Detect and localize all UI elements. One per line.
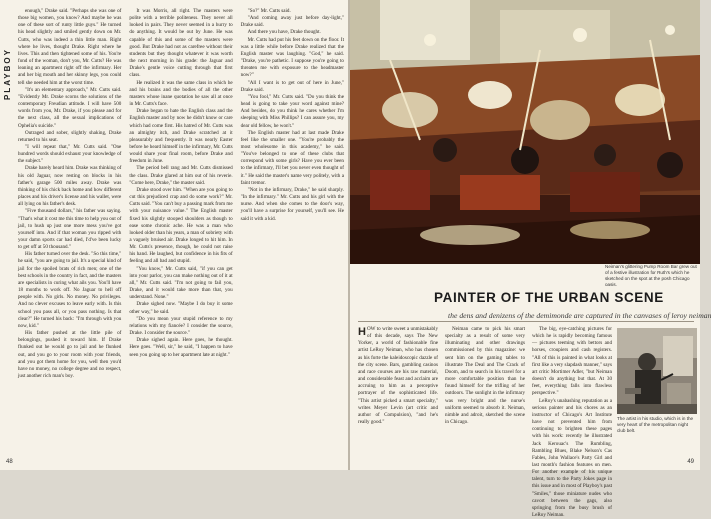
body-paragraph: Drake barely heard him. Drake was thinking of his old Jaguar, now resting on blocks in his father's garage 500 miles away. Drake was thinking of his chick back home and how different places and his driver's license and his wallet, were all lying on his father's desk. (18, 165, 122, 208)
body-paragraph: His father pushed at the little pile of belongings, pushed it toward him. If Drake flunked out he would go to jail and he flunked out, and you go to your room with your friends, and you got them home for you, well then you'd have no money, no college degree and no respect, just another rich man's boy. (18, 330, 122, 379)
body-paragraph: The English master had at last made Drake feel like the smaller one. "You're probably the most wholesome in this academy," he said. "You've belonged to one of these clubs that correspond with some girls? Have you ever been to the infirmary, I'll bet you never even thought of it." He said the master's name very politely, with a faint tremor. (240, 129, 344, 186)
article-subhead: the dens and denizens of the demimonde are captured in the canvases of leroy neiman (448, 311, 711, 320)
pump-room-painting (350, 0, 700, 264)
body-paragraph: "It's an elementary approach," Mr. Cutts said. "Evidently Mr. Drake scorns the solutions of the contemporary Freudian attitude. I will have 500 words from you, Mr. Drake, if you please and for the next class, all the sexual implications of Ophelia's suicide." (18, 86, 122, 129)
body-paragraph: "So?" Mr. Cutts said. (247, 8, 291, 14)
body-paragraph: Neiman came to pick his smart specialty as a result of some very illuminating and other drawings commissioned by this magazine: we sent him on the gaming tables to illustrate The Deal and The Crack of Doom, and to search in his travel for a more comfortable position than he found himself for the trifling of her outdoors. The sunlight in the infirmary was very bright and the nurse's uniform seemed to absorb it. Neiman, nimble and adroit, sketched the scene in Chicago. (445, 326, 525, 426)
body-paragraph: "You fool," Mr. Cutts said. "Do you think the head is going to take your word against mine? And besides, do you think he cares whether I'm sleeping with Miss Phillips? I can assure you, my dear old fellow, he won't." (240, 93, 344, 129)
right-page-columns (358, 326, 612, 519)
page-number-left: 48 (6, 459, 13, 465)
body-paragraph: "All I want is to get out of here in June," Drake said. (240, 79, 344, 93)
body-paragraph: Drake began to hate the English class and the English master and by now he didn't know or care which had come first. His hatred of Mr. Cutts was an almighty itch, and Drake scratched at it pleasurably and frequently. It was nearly Easter before he heard himself in the infirmary, Mr. Cutts would share your final room, before Drake and freedom in June. (129, 108, 233, 165)
body-paragraph: Drake sighed again. Here goes, he thought. Here goes. "Well, sir," he said, "I happen to have seen you going up to her apartment late at night." (129, 337, 233, 358)
body-paragraph: Drake stood over him. "When are you going to cut this prejudiced crap and do some work?" Mr. Cutts said. "You can't buy a passing mark from me with your nuisance value." The English master fixed his slightly stooped shoulders as though to ease some chronic ache. He was a man who looked older than his years, a man of sobriety with a vaguely bruised air. Drake longed to hit him. In Mr. Cutts's presence, though, he could not raise his hand. He laughed, but confidence in his fits of feeling and all bad and stupid. (129, 186, 233, 265)
body-paragraph: And there you have, Drake thought. (247, 29, 321, 36)
page-number-right: 49 (687, 459, 694, 465)
article-column-2 (445, 326, 525, 458)
body-paragraph: LeRoy's unabashing reputation as a serious painter and his chores as an instructor of Chicago's Art Institute have not prevented him from continuing to brighten these pages with his work: recently he illustrated Jack Kerouac's The Rumbling, Rambling Blues, Blake Nelson's Cas Fables, John Wallace's Party Girl and last month's fashion features on men. For another example of his unique talent, turn to the Party Jokes page in this issue and in most of Playboy's past "Smiles," those miniature nudes who cavort between the gags, also springing from the busy brush of LeRoy Neiman. (532, 397, 612, 519)
body-paragraph: The period bell rang and Mr. Cutts dismissed the class. Drake glared at him out of his reverie. "Come here, Drake," the master said. (129, 165, 233, 186)
photo-caption: The artist in his studio, which is in the very heart of the metropolitan night club belt. (617, 416, 694, 433)
body-paragraph: The big, eye-catching pictures for which he is rapidly becoming famous — pictures teeming with bettors and horses, croupiers and cash registers. "All of this is painted in what looks at first like a very slapdash manner," says art critic Mortimer Adler, "but Neiman doesn't do anything but that. At 30 feet, everything falls into flawless perspective." (532, 326, 612, 397)
article-headline: PAINTER OF THE URBAN SCENE (434, 290, 664, 305)
magazine-brand: PLAYBOY (3, 48, 12, 100)
body-paragraph: "Do you mean your stupid reference to my relations with my fiancée? I consider the source, Drake. I consider the source." (129, 315, 233, 337)
body-paragraph: "You know," Mr. Cutts said, "if you can get into your parlor, you can make nothing out of it at all," Mr. Cutts said. "I'm not going to fail you, Drake, and it would take more than that, you understand. None." (129, 265, 233, 301)
body-paragraph: His father turned over the desk. "So this time," he said, "you are going to jail. It's a special kind of jail for the spoiled brats of rich men; one of the best schools in the country in fact, and the masters are specialists in curing what ails you. You'll have 18 months to work off. No Jaguar to hell off people with. No girls. No money. No privileges. And no clever excuses to leave early with. Is this school you pass all, or you pass nothing. Is that clear?" He turned his back: "I'm through with you now, kid." (18, 251, 122, 329)
body-paragraph: Outraged and sober, slightly shaking, Drake returned to his seat. (18, 129, 122, 143)
text-column-1 (18, 8, 121, 453)
lead-paragraph (358, 326, 438, 426)
text-column-2 (129, 8, 232, 453)
article-column-3 (532, 326, 612, 519)
body-paragraph: Mr. Cutts had put his feet down on the floor. It was a little while before Drake realized that the English master was laughing. "God," he said. "Drake, you're pathetic. I suppose you're going to threaten me with exposure to the headmaster now?" (240, 36, 344, 79)
body-paragraph: "Not in the infirmary, Drake," he said sharply. "In the infirmary." Mr. Cutts and his girl with the nurse. And when she comes to the door's way, you'll have a surprise for yourself, you'll see. He said it with a kid. (240, 186, 344, 222)
right-page (350, 0, 711, 519)
drop-cap: H (358, 326, 366, 338)
body-paragraph: "Five thousand dollars," his father was saying. "That's what it cost me this time to help you out of jail, to hush up just one more mess you've got yourself into. And if that woman you ripped with your damn sports car had died, I'd've been lucky to get off at 50 thousand." (18, 208, 122, 251)
body-paragraph: enough," Drake said. "Perhaps she was one of those big women, you know? And maybe he was one of these sort of runty little guys." He turned his head slightly and smiled gently down on Mr. Cutts, who was indeed a thin little man. Right where he lives, thought Drake. Right where he lives. This and then tightened some of his. You're fond of the woman, don't you, Mr. Cutts? He was leaning an apartment right off the infirmary. Her and her big mouth and her skinny legs, you could tell she needed him at the worst time. (18, 8, 122, 86)
lead-paragraph-text: OW to write sweet a unmistakably of this decade, says The New Yorker, a world of fashionable fine artist LeRoy Neiman, who has chosen as his forte the kaleidoscopic dazzle of the city scene. Bars, gambling casinos and race courses are his raw material, and considerable feast and acclaim are accruing to him as a perceptive portrayer of the sophisticated life. "This artist picked a smart specialty," writes Meyer Levin (art critic and author of Compulsion), "and he's really good." (358, 326, 438, 426)
left-page (0, 0, 348, 470)
body-paragraph: He realized it was the same class in which he and his brains and the bodies of all the other masters whose inane quotation he saw all at once in Mr. Cutts's face. (129, 79, 233, 108)
body-paragraph: It was Morris, all right. The masters were polite with a terrible politeness. They never all looked in pairs. They never seemed in a hurry to do anything. It would be out by June. He was capable of this and some of the masters were good. But Drake had not as carefree without their students but they thought whatever it was worth the next morning in his grade: the Jaguar and Drake's gentle voice cutting through that first class. (129, 8, 233, 79)
painting-caption: Neiman's glittering Pump Room Bar grew out of a festive illustration for Ruth's which he sketched on the spot at the posh Chicago oasis. (605, 264, 697, 287)
body-paragraph: "And coming away just before day-light," Drake said. (240, 15, 344, 29)
text-column-3 (241, 8, 344, 453)
left-page-columns (18, 8, 344, 453)
artist-studio-photo (617, 328, 697, 414)
article-column-1 (358, 326, 438, 458)
body-paragraph: Drake sighed now. "Maybe I do buy it some other way," he said. (129, 301, 233, 315)
headline-divider (358, 321, 694, 322)
body-paragraph: "I will repeat that," Mr. Cutts said. "One hundred words should exhaust your knowledge of the subject." (18, 143, 122, 165)
